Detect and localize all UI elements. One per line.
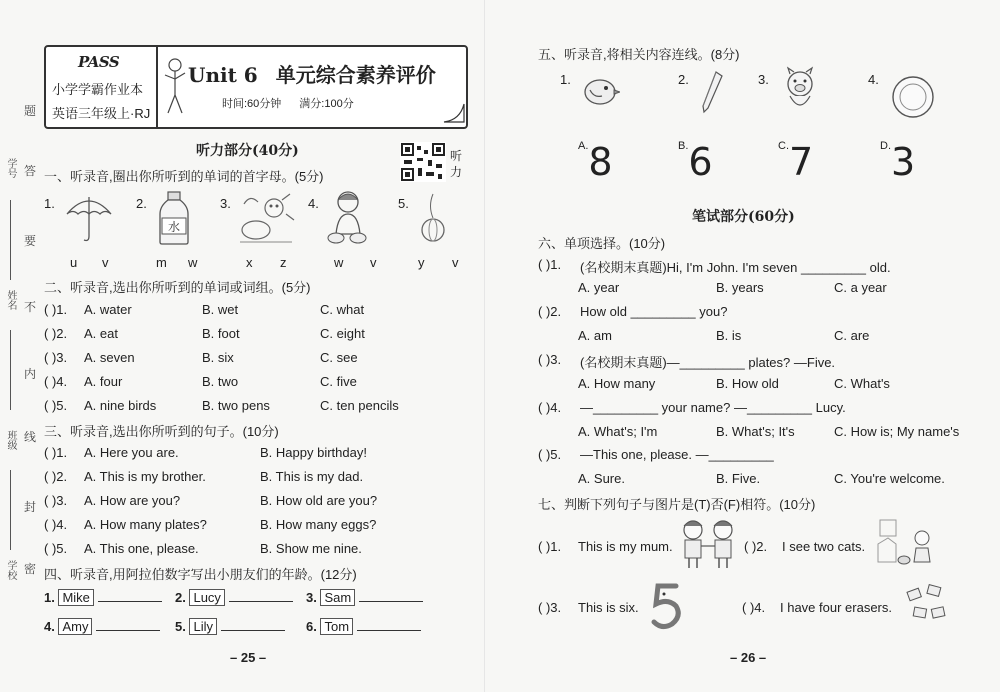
zoo-animals-icon (236, 190, 296, 246)
option-digit: 7 (789, 140, 814, 184)
q3-num[interactable]: ( )5. (44, 541, 68, 556)
q3-num[interactable]: ( )3. (44, 493, 68, 508)
q3-option-a[interactable]: A. Here you are. (84, 445, 179, 460)
q6-option-b[interactable]: B. Five. (716, 471, 761, 486)
q5-item-num: 3. (758, 72, 769, 87)
q5-option[interactable] (778, 140, 813, 184)
q6-num[interactable]: ( )4. (538, 400, 562, 415)
binding-char: 要 (24, 234, 37, 248)
q5-option[interactable] (578, 140, 613, 184)
q1-letter[interactable]: v (452, 255, 459, 270)
age-num: 6. (306, 619, 317, 634)
series-name: 小学学霸作业本 (52, 82, 144, 97)
q6-question: —_________ your name? —_________ Lucy. (580, 400, 846, 415)
q1-letter[interactable]: v (370, 255, 377, 270)
q2-option-c[interactable]: C. what (320, 302, 365, 317)
age-entry (175, 590, 293, 605)
pencil-icon (700, 70, 724, 114)
exam-score: 满分:100分 (299, 98, 354, 110)
q2-heading: 二、听录音,选出你所听到的单词或词组。(5分) (44, 280, 311, 295)
name-box: Lucy (189, 589, 224, 606)
binding-char: 不 (24, 300, 37, 314)
age-entry (44, 590, 162, 605)
plate-icon (890, 74, 936, 120)
q2-option-c[interactable]: C. see (320, 350, 358, 365)
name-box: Sam (320, 589, 355, 606)
header-brand (46, 47, 158, 127)
q5-option[interactable] (678, 140, 713, 184)
q7-num[interactable]: ( )1. (538, 539, 562, 554)
q2-option-c[interactable]: C. five (320, 374, 357, 389)
q6-option-c[interactable]: C. What's (834, 376, 890, 391)
q1-letter[interactable]: u (70, 255, 78, 270)
binding-line (10, 470, 11, 550)
q1-letter[interactable]: y (418, 255, 425, 270)
q6-option-b[interactable]: B. is (716, 328, 742, 343)
q1-letter[interactable]: m (156, 255, 167, 270)
q2-option-b[interactable]: B. two pens (202, 398, 270, 413)
written-title: 笔试部分(60分) (692, 209, 795, 225)
option-label: A. (578, 140, 589, 152)
listening-title: 听力部分(40分) (196, 143, 299, 159)
q6-num[interactable]: ( )3. (538, 352, 562, 367)
q6-option-a[interactable]: A. Sure. (578, 471, 625, 486)
age-blank[interactable] (229, 601, 293, 602)
option-digit: 6 (688, 140, 713, 184)
binding-label: 学号 (5, 158, 16, 178)
umbrella-icon (64, 192, 114, 244)
age-blank[interactable] (221, 630, 285, 631)
page-number-left: – 25 – (230, 650, 267, 665)
q2-option-b[interactable]: B. foot (202, 326, 240, 341)
qr-label: 听力 (450, 149, 463, 179)
number-five-icon (648, 580, 688, 632)
age-num: 4. (44, 619, 55, 634)
qr-code-icon[interactable] (400, 142, 446, 182)
page-curl-icon (442, 102, 466, 124)
q3-option-b[interactable]: B. Happy birthday! (260, 445, 367, 460)
age-num: 1. (44, 590, 55, 605)
q6-question: How old _________ you? (580, 304, 728, 319)
header-box (44, 45, 468, 129)
age-blank[interactable] (357, 630, 421, 631)
water-bottle-icon (156, 190, 192, 246)
q1-letter[interactable]: x (246, 255, 253, 270)
q7-num[interactable]: ( )4. (742, 600, 766, 615)
q5-item-num: 2. (678, 72, 689, 87)
age-num: 2. (175, 590, 186, 605)
q2-num[interactable]: ( )4. (44, 374, 68, 389)
woman-vegetables-icon (322, 188, 372, 246)
q2-num[interactable]: ( )3. (44, 350, 68, 365)
q6-num[interactable]: ( )5. (538, 447, 562, 462)
q2-option-b[interactable]: B. six (202, 350, 234, 365)
age-entry (306, 619, 421, 634)
q3-option-a[interactable]: A. How many plates? (84, 517, 207, 532)
age-blank[interactable] (96, 630, 160, 631)
q3-option-a[interactable]: A. How are you? (84, 493, 181, 508)
age-blank[interactable] (98, 601, 162, 602)
page-divider (484, 0, 485, 692)
q6-option-a[interactable]: A. What's; I'm (578, 424, 658, 439)
q6-option-b[interactable]: B. How old (716, 376, 779, 391)
age-blank[interactable] (359, 601, 423, 602)
option-digit: 8 (588, 140, 613, 184)
q7-num[interactable]: ( )3. (538, 600, 562, 615)
q7-heading: 七、判断下列句子与图片是(T)否(F)相符。(10分) (538, 497, 816, 512)
q6-num[interactable]: ( )1. (538, 257, 562, 272)
q7-text: I see two cats. (782, 539, 866, 554)
binding-char: 答 (24, 164, 37, 178)
q2-option-c[interactable]: C. ten pencils (320, 398, 399, 413)
girl-cat-icon (874, 518, 938, 568)
q6-question: —This one, please. —_________ (580, 447, 774, 462)
unit-number: Unit 6 (188, 63, 258, 87)
binding-char: 题 (24, 104, 37, 118)
q2-num[interactable]: ( )2. (44, 326, 68, 341)
q2-option-c[interactable]: C. eight (320, 326, 365, 341)
q2-option-b[interactable]: B. wet (202, 302, 239, 317)
exam-info (222, 95, 372, 111)
q6-question: (名校期末真题)—_________ plates? —Five. (580, 355, 836, 370)
figure-icon (162, 53, 188, 119)
q1-item-num: 3. (220, 196, 231, 211)
q3-option-a[interactable]: A. This is my brother. (84, 469, 206, 484)
q2-option-b[interactable]: B. two (202, 374, 239, 389)
q6-num[interactable]: ( )2. (538, 304, 562, 319)
option-label: C. (778, 140, 789, 152)
q7-text: This is my mum. (578, 539, 673, 554)
exam-time: 时间:60分钟 (222, 98, 282, 110)
pig-icon (780, 66, 820, 116)
q2-option-a[interactable]: A. four (84, 374, 123, 389)
binding-char: 线 (24, 430, 37, 444)
yoyo-icon (418, 192, 448, 244)
two-boys-icon (676, 516, 742, 570)
q3-num[interactable]: ( )4. (44, 517, 68, 532)
q5-heading: 五、听录音,将相关内容连线。(8分) (538, 47, 740, 62)
name-box: Amy (58, 618, 92, 635)
q6-option-c[interactable]: C. How is; My name's (834, 424, 960, 439)
q1-item-num: 4. (308, 196, 319, 211)
age-entry (175, 619, 285, 634)
q3-option-a[interactable]: A. This one, please. (84, 541, 199, 556)
q4-heading: 四、听录音,用阿拉伯数字写出小朋友们的年龄。(12分) (44, 567, 357, 582)
q3-option-b[interactable]: B. Show me nine. (260, 541, 362, 556)
binding-label: 学校 (5, 560, 16, 580)
unit-title (188, 59, 454, 88)
q3-heading: 三、听录音,选出你所听到的句子。(10分) (44, 424, 279, 439)
q6-option-c[interactable]: C. a year (834, 280, 887, 295)
q6-option-b[interactable]: B. What's; It's (716, 424, 795, 439)
q7-num[interactable]: ( )2. (744, 539, 768, 554)
q2-option-a[interactable]: A. nine birds (84, 398, 157, 413)
q1-letter[interactable]: z (280, 255, 287, 270)
bottle-label: 水 (167, 220, 181, 234)
bird-icon (580, 72, 620, 108)
q6-option-a[interactable]: A. am (578, 328, 612, 343)
unit-name: 单元综合素养评价 (275, 63, 436, 87)
q1-heading: 一、听录音,圈出你所听到的单词的首字母。(5分) (44, 169, 324, 184)
q1-letter[interactable]: w (334, 255, 344, 270)
q6-option-c[interactable]: C. You're welcome. (834, 471, 945, 486)
q3-option-b[interactable]: B. This is my dad. (260, 469, 364, 484)
page-number-right: – 26 – (730, 650, 767, 665)
option-digit: 3 (891, 140, 916, 184)
q6-question: (名校期末真题)Hi, I'm John. I'm seven _________ old. (580, 260, 891, 275)
q6-option-a[interactable]: A. year (578, 280, 620, 295)
q6-option-b[interactable]: B. years (716, 280, 764, 295)
q6-option-c[interactable]: C. are (834, 328, 870, 343)
erasers-icon (904, 584, 950, 624)
q2-num[interactable]: ( )1. (44, 302, 68, 317)
q2-num[interactable]: ( )5. (44, 398, 68, 413)
q5-option[interactable] (880, 140, 915, 184)
binding-label: 班级 (5, 430, 16, 450)
q1-item-num: 1. (44, 196, 55, 211)
q6-option-a[interactable]: A. How many (578, 376, 656, 391)
binding-char: 密 (24, 562, 37, 576)
binding-strip (0, 40, 37, 640)
q3-num[interactable]: ( )2. (44, 469, 68, 484)
age-entry (306, 590, 423, 605)
q2-option-a[interactable]: A. seven (84, 350, 135, 365)
q7-text: This is six. (578, 600, 639, 615)
q5-item-num: 4. (868, 72, 879, 87)
age-num: 3. (306, 590, 317, 605)
q1-letter[interactable]: w (188, 255, 198, 270)
name-box: Mike (58, 589, 93, 606)
q3-option-b[interactable]: B. How old are you? (260, 493, 378, 508)
q2-option-a[interactable]: A. eat (84, 326, 118, 341)
q2-option-a[interactable]: A. water (84, 302, 132, 317)
q1-item-num: 2. (136, 196, 147, 211)
pass-logo: PASS (78, 53, 120, 71)
option-label: D. (880, 140, 891, 152)
q1-item-num: 5. (398, 196, 409, 211)
name-box: Lily (189, 618, 217, 635)
q6-heading: 六、单项选择。(10分) (538, 236, 666, 251)
binding-label: 姓名 (5, 290, 16, 310)
binding-char: 封 (24, 500, 37, 514)
age-num: 5. (175, 619, 186, 634)
binding-line (10, 200, 11, 280)
age-entry (44, 619, 160, 634)
binding-line (10, 330, 11, 410)
q1-letter[interactable]: v (102, 255, 109, 270)
binding-char: 内 (24, 367, 37, 381)
grade-label: 英语三年级上·RJ (52, 106, 151, 121)
q3-num[interactable]: ( )1. (44, 445, 68, 460)
q3-option-b[interactable]: B. How many eggs? (260, 517, 377, 532)
q7-text: I have four erasers. (780, 600, 892, 615)
q5-item-num: 1. (560, 72, 571, 87)
option-label: B. (678, 140, 689, 152)
name-box: Tom (320, 618, 353, 635)
